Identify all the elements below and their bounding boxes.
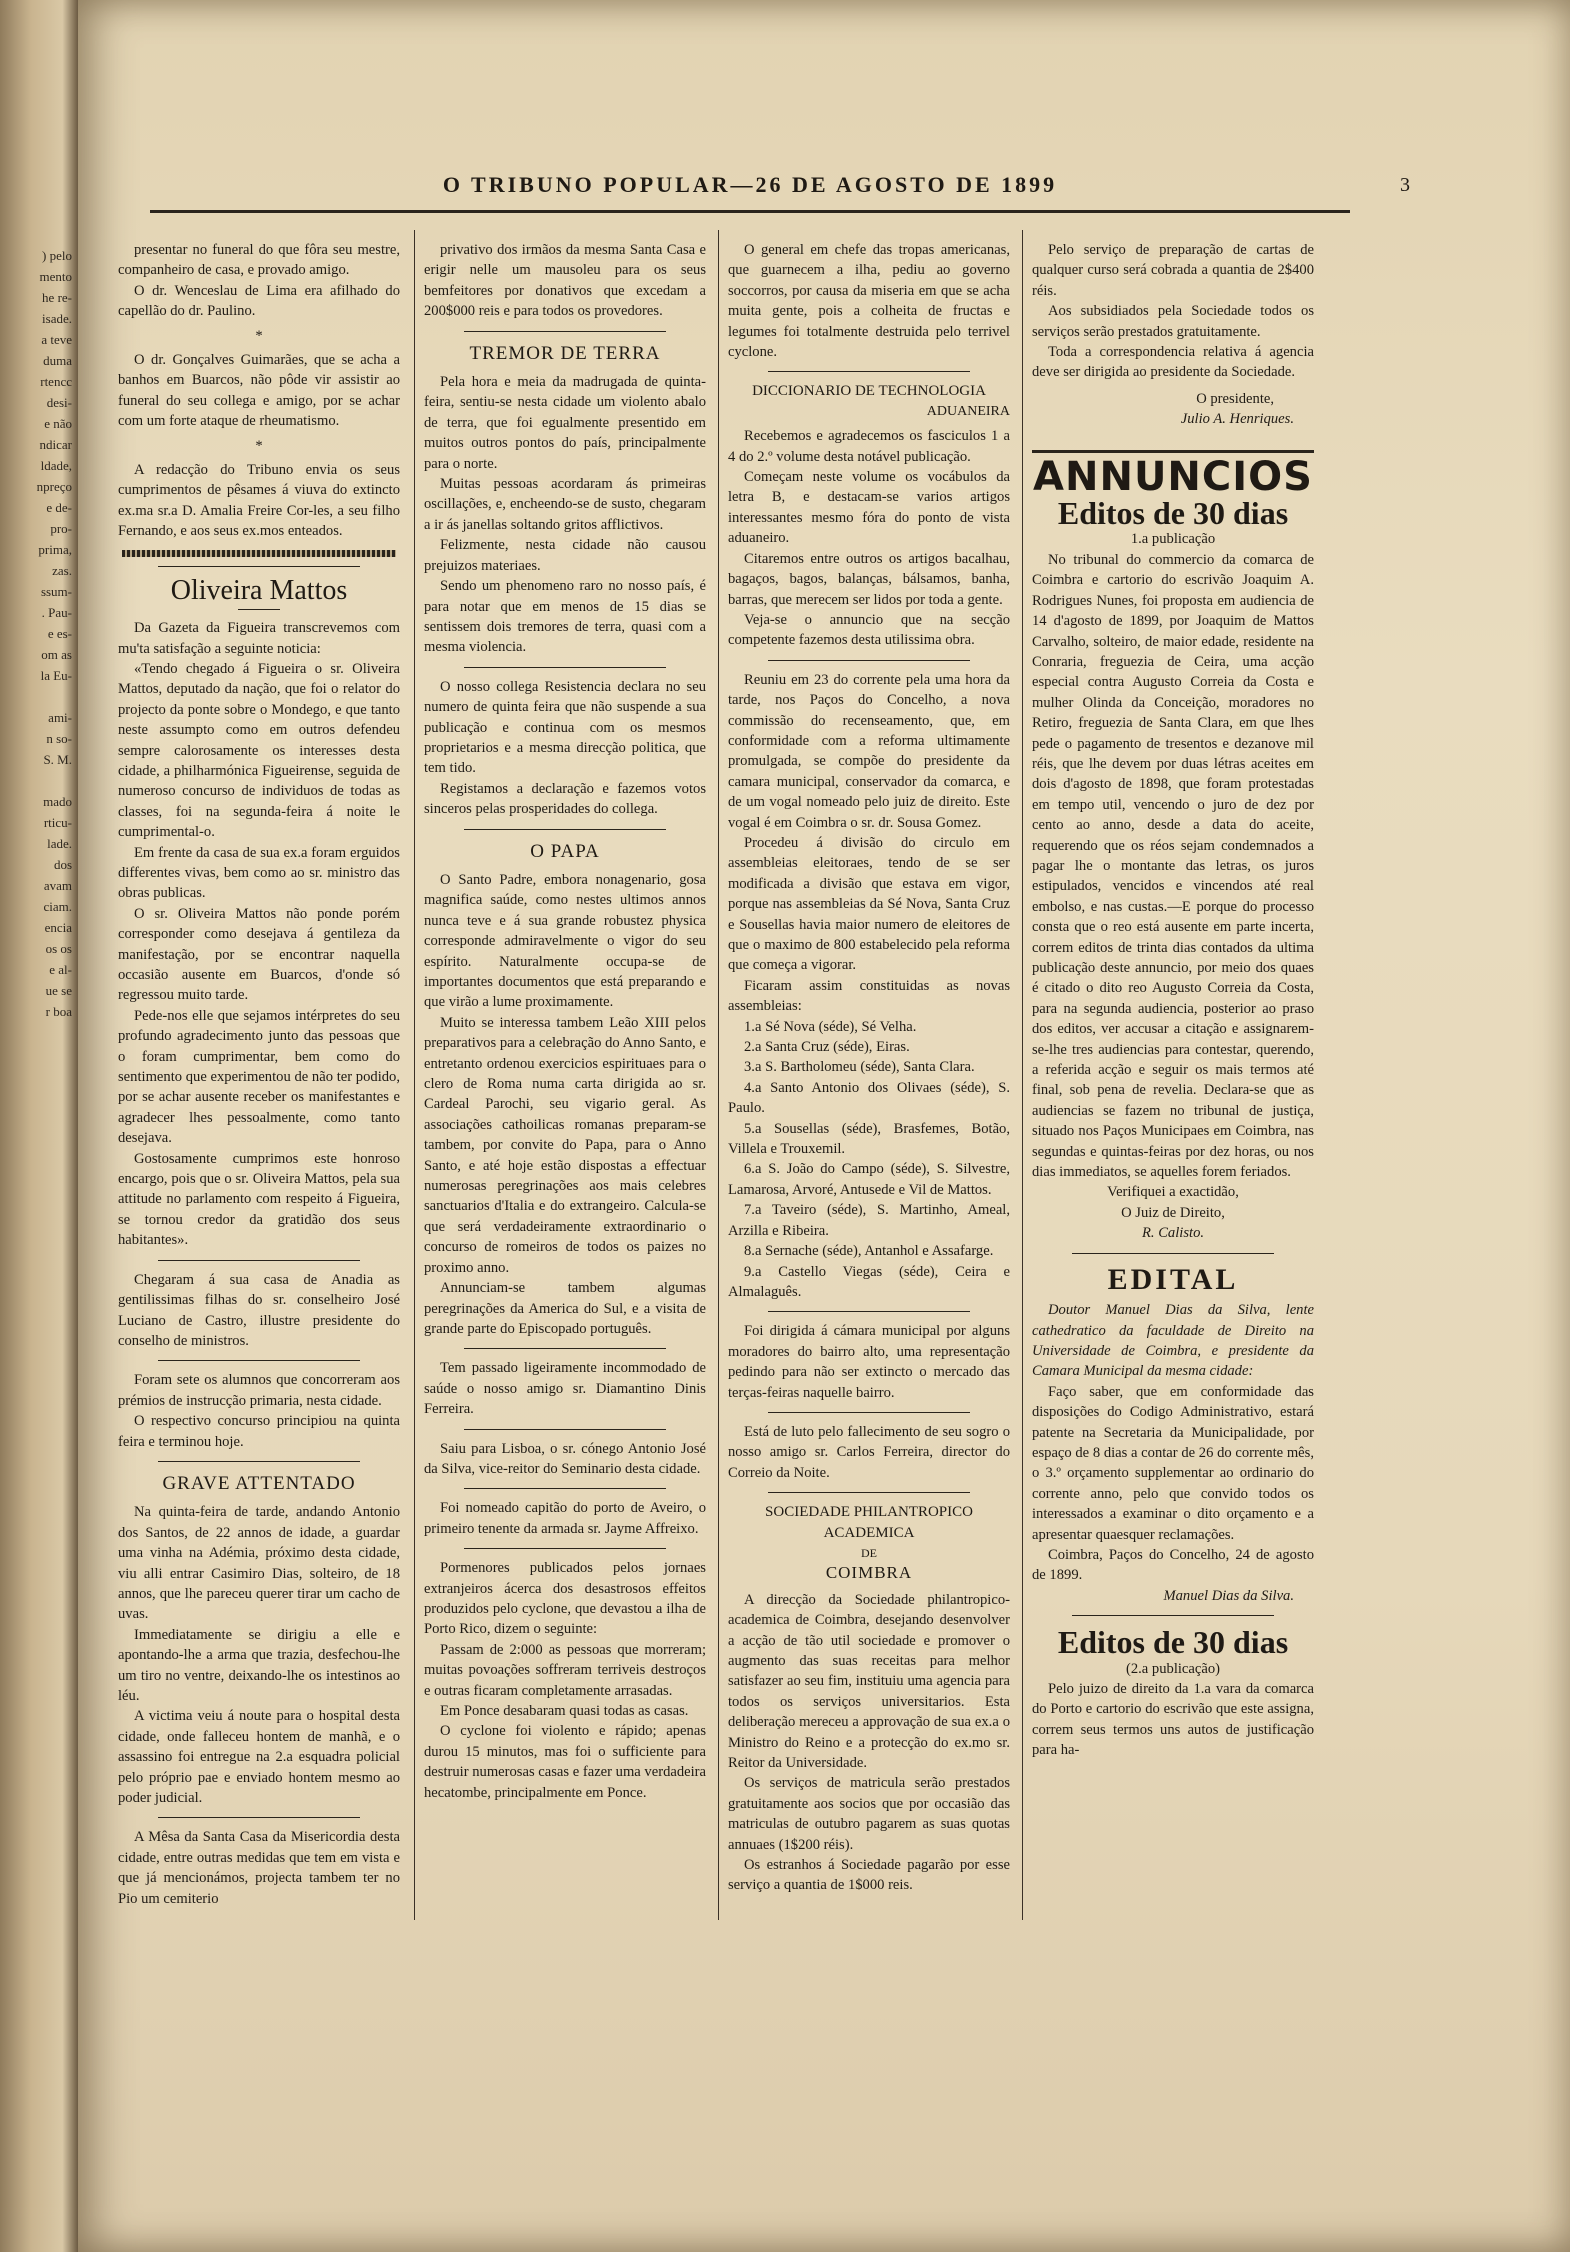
left-page-text-fragment: ue se (45, 983, 72, 998)
separator (464, 331, 666, 332)
left-page-text-fragment: ldade, (40, 458, 72, 473)
paragraph: A victima veiu á noute para o hospital desta cidade, onde falleceu hontem de manhã, e o assassino foi entregue na 2.a esquadra policial pelo próprio pae e enviado hontem mesmo ao poder judicial. (118, 1708, 400, 1807)
annuncios-heading: ANNUNCIOS (1032, 450, 1314, 487)
paragraph: Está de luto pelo fallecimento de seu sogro o nosso amigo sr. Carlos Ferreira, director do Correio da Noite. (728, 1423, 1010, 1481)
paragraph: A Mêsa da Santa Casa da Misericordia desta cidade, entre outras medidas que tem em vista e que já mencionámos, projecta tambem ter no Pio um cemiterio (118, 1829, 400, 1907)
separator (768, 371, 970, 372)
left-page-text-fragment: r boa (45, 1004, 72, 1019)
column-rule (1022, 230, 1023, 1920)
paragraph: Passam de 2:000 as pessoas que morreram; muitas povoações soffreram terriveis destroços e outras ficaram completamente arrasadas. (424, 1641, 706, 1699)
separator (1072, 1253, 1274, 1254)
paragraph: O Santo Padre, embora nonagenario, gosa magnifica saúde, como nestes ultimos annos nunca teve e á sua grande robustez physica corresponde admiravelmente o vigor do seu espírito. Naturalmente occupa-se de importantes documentos que está preparando e que virão a lume proximamente. (424, 871, 706, 1011)
left-page-text-fragment: e al- (49, 962, 72, 977)
left-page-text-fragment: ) pelo (42, 248, 72, 263)
paragraph: Chegaram á sua casa de Anadia as gentilissimas filhas do sr. conselheiro José Luciano de Castro, illustre presidente do conselho de ministros. (118, 1271, 400, 1349)
paragraph: O general em chefe das tropas americanas, que guarnecem a ilha, pediu ao governo soccorros, por causa da miseria em que se acha muita gente, pois a colheita de fructas e legumes foi totalmente destruida pelo terrivel cyclone. (728, 242, 1010, 361)
left-page-text-fragment: npreço (36, 479, 72, 494)
headline-o-papa: O PAPA (530, 840, 600, 862)
paragraph: Em Ponce desabaram quasi todas as casas. (440, 1703, 689, 1719)
paragraph: Foi dirigida á cámara municipal por alguns moradores do bairro alto, uma representação pedindo para não ser extincto o mercado das terças-feiras naquelle bairro. (728, 1323, 1010, 1401)
paragraph: Os serviços de matricula serão prestados gratuitamente aos socios que por occasião das matriculas de outubro pagarem as suas quotas annuaes (1$200 réis). (728, 1775, 1010, 1853)
paragraph: Foram sete os alumnos que concorreram aos prémios de instrucção primaria, nesta cidade. (118, 1372, 400, 1409)
publication-note: 1.a publicação (1130, 531, 1216, 548)
paragraph: Aos subsidiados pela Sociedade todos os serviços serão prestados gratuitamente. (1032, 303, 1314, 340)
paragraph: Pelo juizo de direito da 1.a vara da comarca do Porto e cartorio do escrivão que este assigna, correm seus termos uns autos de justificação para ha- (1032, 1681, 1314, 1759)
paragraph: Doutor Manuel Dias da Silva, lente cathedratico da faculdade de Direito na Universidade de Coimbra, e presidente da Camara Municipal da mesma cidade: (1032, 1302, 1314, 1380)
paragraph: Os estranhos á Sociedade pagarão por esse serviço a quantia de 1$000 reis. (728, 1857, 1010, 1894)
separator (464, 1548, 666, 1549)
left-page-text-fragment: e não (44, 416, 72, 431)
headline-sociedade: SOCIEDADE PHILANTROPICO ACADEMICA (765, 1504, 973, 1541)
separator (464, 1488, 666, 1489)
paragraph: Procedeu á divisão do circulo em assembleias eleitoraes, tendo de se ser modificada a divisão que estava em vigor, porque nas assembleias da Sé Nova, Santa Cruz e Sousellas havia maior numero de eleitores de que o maximo de 800 estabelecido pela reforma que começa a vigorar. (728, 834, 1010, 974)
paragraph: Sendo um phenomeno raro no nosso país, é para notar que em menos de 15 dias se sentissem dois tremores de terra, quasi com a mesma violencia. (424, 578, 706, 656)
left-page-text-fragment: a teve (41, 332, 72, 347)
left-page-text-fragment: . Pau- (41, 605, 72, 620)
left-page-text-fragment: pro- (50, 521, 72, 536)
paragraph: O respectivo concurso principiou na quinta feira e terminou hoje. (118, 1413, 400, 1450)
left-page-text-fragment: mado (43, 794, 72, 809)
paragraph: Ficaram assim constituidas as novas assembleias: (728, 977, 1010, 1015)
separator (158, 1461, 360, 1462)
column-rule (414, 230, 415, 1920)
paragraph: Pela hora e meia da madrugada de quinta-feira, sentiu-se nesta cidade um violento abalo de terra, que foi egualmente presentido em muitos outros pontos do país, principalmente para o norte. (424, 374, 706, 472)
page-header (150, 170, 1410, 213)
paragraph: privativo dos irmãos da mesma Santa Casa e erigir nelle um mausoleu para os seus bemfeitores por donativos que excedam a 200$000 reis e para todos os provedores. (424, 242, 706, 320)
paragraph: Recebemos e agradecemos os fasciculos 1 a 4 do 2.º volume desta notável publicação. (728, 428, 1010, 465)
headline-tremor-de-terra: TREMOR DE TERRA (469, 342, 661, 364)
left-page-text-fragment: ciam. (43, 899, 72, 914)
column-4 (1032, 240, 1314, 1980)
paragraph: Coimbra, Paços do Concelho, 24 de agosto de 1899. (1032, 1546, 1314, 1584)
list-item: 2.a Santa Cruz (séde), Eiras. (744, 1039, 910, 1056)
left-page-text-fragment: lade. (47, 836, 72, 851)
list-item: 9.a Castello Viegas (séde), Ceira e Almalaguês. (728, 1263, 1010, 1300)
paragraph: Immediatamente se dirigiu a elle e apontando-lhe a arma que trazia, desfechou-lhe um tiro no ventre, deixando-lhe os intestinos ao léu. (118, 1626, 400, 1704)
left-page-text-fragment: ndicar (39, 437, 72, 452)
left-page-text-fragment: prima, (38, 542, 72, 557)
asterisk-separator: * (255, 327, 263, 344)
column-3 (728, 240, 1010, 1980)
edital-signature: Manuel Dias da Silva. (1163, 1587, 1294, 1604)
signature-name: Julio A. Henriques. (1180, 411, 1294, 428)
separator (768, 1492, 970, 1493)
paragraph: O sr. Oliveira Mattos não ponde porém corresponder como desejava á gentileza da manifestação, por se encontrar naquella occasião ausente em Buarcos, d'onde só regressou muito tarde. (118, 905, 400, 1004)
paragraph: Pormenores publicados pelos jornaes extranjeiros ácerca dos desastrosos effeitos produzidos pelo cyclone, que devastou a ilha de Porto Rico, dizem o seguinte: (424, 1560, 706, 1638)
paragraph: Faço saber, que em conformidade das disposições do Codigo Administrativo, estará patente na Secretaria da Municipalidade, por espaço de 8 dias a contar de 26 do corrente mês, o 3.º orçamento supplementar ao ordinario do corrente anno, pelo que convido todos os interessados a examinar o dito orçamento e a apresentar quaesquer reclamações. (1032, 1383, 1314, 1543)
left-page-text-fragment: n so- (46, 731, 72, 746)
paragraph: Foi nomeado capitão do porto de Aveiro, o primeiro tenente da armada sr. Jayme Affreixo. (424, 1500, 706, 1537)
paragraph: Annunciam-se tambem algumas peregrinações da America do Sul, e a visita de grande parte do Episcopado português. (424, 1280, 706, 1337)
paragraph: O dr. Gonçalves Guimarães, que se acha a banhos em Buarcos, não pôde vir assistir ao funeral do seu collega e amigo, por se achar com um forte ataque de rheumatismo. (118, 352, 400, 430)
ornamental-rule (122, 550, 396, 557)
paragraph: presentar no funeral do que fôra seu mestre, companheiro de casa, e provado amigo. (118, 242, 400, 279)
page-number: 3 (1400, 174, 1410, 196)
paragraph: Muito se interessa tambem Leão XIII pelos preparativos para a celebração do Anno Santo, e entretanto ordenou exercicios espirituaes para o clero de Roma numa carta dirigida ao sr. Cardeal Parochi, seu vigario geral. As associações cathoilicas romanas preparam-se tambem, por convite do Papa, para o Anno Santo, e até hoje estão dispostas a effectuar numerosas peregrinações aos mais celebres sanctuarios d'Italia e do extrangeiro. Calcula-se que será verdadeiramente extraordinario o concurso de romeiros de todos os paizes no proximo anno. (424, 1014, 706, 1276)
left-page-text-fragment: la Eu- (40, 668, 72, 683)
list-item: 3.a S. Bartholomeu (séde), Santa Clara. (744, 1059, 975, 1076)
separator (158, 1817, 360, 1818)
separator (768, 1311, 970, 1312)
separator (238, 609, 280, 610)
list-item: 5.a Sousellas (séde), Brasfemes, Botão, Villela e Trouxemil. (728, 1120, 1010, 1158)
paragraph: O cyclone foi violento e rápido; apenas durou 15 minutos, mas foi o sufficiente para destruir numerosas casas e fazer uma verdadeira hecatombe, principalmente em Ponce. (424, 1723, 706, 1801)
paragraph: Citaremos entre outros os artigos bacalhau, bagaços, bagos, balanças, bálsamos, banha, barras, que merecem ser lidos por toda a gente. (728, 550, 1010, 608)
judge-signature: R. Calisto. (1141, 1225, 1205, 1242)
paragraph: O nosso collega Resistencia declara no seu numero de quinta feira que não suspende a sua publicação e continua com os mesmos proprietarios e a mesma direcção politica, que tem tido. (424, 678, 706, 777)
column-rule (718, 230, 719, 1920)
paragraph: Tem passado ligeiramente incommodado de saúde o nosso amigo sr. Diamantino Dinis Ferreira. (424, 1360, 706, 1418)
paragraph: Muitas pessoas acordaram ás primeiras oscillações, e, encheendo-se de susto, chegaram a ir ás janellas soltando gritos afflictivos. (424, 476, 706, 533)
separator (768, 660, 970, 661)
newspaper-page (78, 0, 1570, 2252)
left-page-text-fragment: zas. (52, 563, 72, 578)
list-item: 1.a Sé Nova (séde), Sé Velha. (744, 1018, 917, 1035)
paragraph: Saiu para Lisboa, o sr. cónego Antonio José da Silva, vice-reitor do Seminario desta cidade. (424, 1440, 706, 1477)
headline-sociedade-de: DE (861, 1545, 877, 1560)
left-page-text-fragment: mento (39, 269, 72, 284)
left-page-text-fragment: isade. (42, 311, 72, 326)
headline-sociedade-coimbra: COIMBRA (825, 1563, 913, 1583)
paragraph: O Juiz de Direito, (1121, 1204, 1225, 1221)
separator (464, 829, 666, 830)
left-page-text-fragment: duma (43, 353, 72, 368)
left-page-text-fragment: ami- (48, 710, 72, 725)
paragraph: Reuniu em 23 do corrente pela uma hora da tarde, nos Paços do Concelho, a nova commissão do recenseamento, que, em conformidade com a reforma ultimamente promulgada, se compõe do presidente da camara municipal, conservador da comarca, e de um vogal nomeado pelo juiz de direito. Este vogal é em Coimbra o sr. dr. Sousa Gomez. (728, 671, 1010, 831)
separator (158, 1360, 360, 1361)
asterisk-separator: * (255, 437, 263, 454)
left-page-text-fragment: encia (44, 920, 72, 935)
left-page-text-fragment: rticu- (43, 815, 72, 830)
left-page-text-fragment: om as (41, 647, 72, 662)
list-item: 4.a Santo Antonio dos Olivaes (séde), S. Paulo. (728, 1079, 1010, 1117)
assembly-list (728, 1017, 1010, 1303)
paragraph: A direcção da Sociedade philantropico-academica de Coimbra, desejando desenvolver a acção de tão util sociedade e promover o augmento das suas receitas para melhor satisfazer ao seu fim, instituiu uma agencia para todos os serviços universitarios. Esta deliberação mereceu a approvação de sua ex.a o Ministro do Reino e a protecção do ex.mo sr. Reitor da Universidade. (728, 1591, 1010, 1772)
left-page-text-fragment: desi- (46, 395, 72, 410)
left-page-text-fragment: avam (43, 878, 72, 893)
paragraph: Felizmente, nesta cidade não causou prejuizos materiaes. (424, 537, 706, 574)
headline-diccionario: DICCIONARIO DE TECHNOLOGIA (752, 383, 986, 400)
separator (464, 1429, 666, 1430)
left-page-text-fragment: e es- (47, 626, 72, 641)
left-page-text-fragment: dos (53, 857, 72, 872)
paragraph: No tribunal do commercio da comarca de Coimbra e cartorio do escrivão Joaquim A. Rodrigues Nunes, foi proposta em audiencia de 14 d'agosto de 1899, por Joaquim de Mattos Carvalho, solteiro, de maior edade, residente na Conraria, freguezia de Ceira, uma acção especial contra Augusto Correia da Costa e mulher Olinda da Conceição, moradores no Retiro, freguezia de Santa Clara, em que lhes pede o pagamento de tresentos e dezanove mil réis, que lhe devem por duas létras aceites em dois d'agosto de 1898, que foram protestadas em tempo util, vencendo o juro de dez por cento ao anno, desde a data do aceite, requerendo que os réos sejam condemnados a pagar lhe o montante das letras, os juros estipulados, vencidos e vincendos até real embolso, e nas custas.—E porque do processo consta que o reo está ausente em parte incerta, correm editos de trinta dias contados da ultima publicação deste annuncio, por meio dos quaes é citado o dito reo Augusto Correia da Costa, para na segunda audiencia, posterior ao praso dos editos, ver accusar a citação e assignarem-se-lhe tres audiencias para contestar, querendo, a referida acção e seguir os mais termos até final, sob pena de revelia. Declara-se que as audiencias se fazem no tribunal de justiça, situado nos Paços Municipaes em Coimbra, nas segundas e quintas-feiras por dez horas, ou nos dias immediatos, se aquelles forem feriados. (1032, 551, 1314, 1181)
separator (158, 566, 360, 567)
column-2 (424, 240, 706, 1980)
headline-diccionario-sub: ADUANEIRA (926, 403, 1010, 419)
headline-oliveira-mattos: Oliveira Mattos (170, 574, 348, 606)
editos-heading: Editos de 30 dias (1057, 495, 1289, 532)
editos-heading-2: Editos de 30 dias (1057, 1624, 1289, 1661)
left-page-text-fragment: e de- (46, 500, 72, 515)
paragraph: O dr. Wenceslau de Lima era afilhado do capellão do dr. Paulino. (118, 282, 400, 320)
paragraph: Veja-se o annuncio que na secção competente fazemos desta utilissima obra. (728, 611, 1010, 649)
separator (464, 1348, 666, 1349)
paragraph: Pelo serviço de preparação de cartas de qualquer curso será cobrada a quantia de 2$400 réis. (1032, 242, 1314, 299)
list-item: 7.a Taveiro (séde), S. Martinho, Ameal, Arzilla e Ribeira. (728, 1202, 1010, 1239)
separator (1072, 1615, 1274, 1616)
paragraph: Pede-nos elle que sejamos intérpretes do seu profundo agradecimento junto das pessoas que o foram cumprimentar, bem como do sentimento que experimentou de não ter podido, por se achar ausente receber os manifestantes e agradecer lhes pessoalmente, como tanto desejava. (118, 1007, 400, 1147)
paragraph: A redacção do Tribuno envia os seus cumprimentos de pêsames á viuva do extincto ex.ma sr.a D. Amalia Freire Cor-les, a seu filho Fernando, e aos seus ex.mos enteados. (118, 462, 400, 540)
left-page-text-fragment: he re- (42, 290, 72, 305)
paragraph: Toda a correspondencia relativa á agencia deve ser dirigida ao presidente da Sociedade. (1032, 344, 1314, 381)
publication-note: (2.a publicação) (1126, 1660, 1220, 1677)
paragraph: Registamos a declaração e fazemos votos sinceros pelas prosperidades do collega. (424, 780, 706, 818)
left-page-text-fragment: ssum- (40, 584, 72, 599)
signature-title: O presidente, (1196, 390, 1274, 407)
column-1 (118, 240, 400, 1980)
separator (768, 1412, 970, 1413)
separator (464, 667, 666, 668)
paragraph: Gostosamente cumprimos este honroso encargo, pois que o sr. Oliveira Mattos, pela sua attitude no parlamento com respeito á Figueira, se tornou credor da gratidão dos seus habitantes». (118, 1150, 400, 1249)
list-item: 6.a S. João do Campo (séde), S. Silvestre, Lamarosa, Arvoré, Antusede e Vil de Mattos. (728, 1161, 1010, 1198)
left-page-text-fragment: S. M. (43, 752, 72, 767)
paragraph: Verifiquei a exactidão, (1107, 1184, 1239, 1201)
paragraph: Começam neste volume os vocábulos da letra B, e destacam-se varios artigos interessantes mesmo fóra do ponto de vista aduaneiro. (728, 469, 1010, 547)
separator (158, 1260, 360, 1261)
paragraph: Na quinta-feira de tarde, andando Antonio dos Santos, de 22 annos de idade, a guardar uma vinha na Adémia, próximo desta cidade, viu alli entrar Casimiro Dias, solteiro, de 18 annos, que lhe pareceu querer tirar um cacho de uvas. (118, 1504, 400, 1623)
list-item: 8.a Sernache (séde), Antanhol e Assafarge. (744, 1243, 994, 1260)
edital-heading: EDITAL (1107, 1262, 1239, 1296)
paragraph: Da Gazeta da Figueira transcrevemos com mu'ta satisfação a seguinte noticia: (118, 620, 400, 657)
paragraph: «Tendo chegado á Figueira o sr. Oliveira Mattos, deputado da nação, que foi o relator do projecto da ponte sobre o Mondego, e que tanto neste assumpto como em outros defendeu sempre calorosamente os interesses desta cidade, a philharmónica Figueirense, seguida de numeroso concurso de individuos de todas as classes, foi na segunda-feira á noite le cumprimental-o. (118, 660, 400, 841)
left-page-edge (0, 0, 78, 2252)
left-page-text-fragment: rtencc (40, 374, 72, 389)
paragraph: Em frente da casa de sua ex.a foram erguidos differentes vivas, bem como ao sr. ministro das obras publicas. (118, 844, 400, 902)
headline-grave-attentado: GRAVE ATTENTADO (162, 1472, 356, 1494)
masthead: O TRIBUNO POPULAR—26 DE AGOSTO DE 1899 (442, 172, 1058, 197)
left-page-text-fragment: os os (45, 941, 72, 956)
